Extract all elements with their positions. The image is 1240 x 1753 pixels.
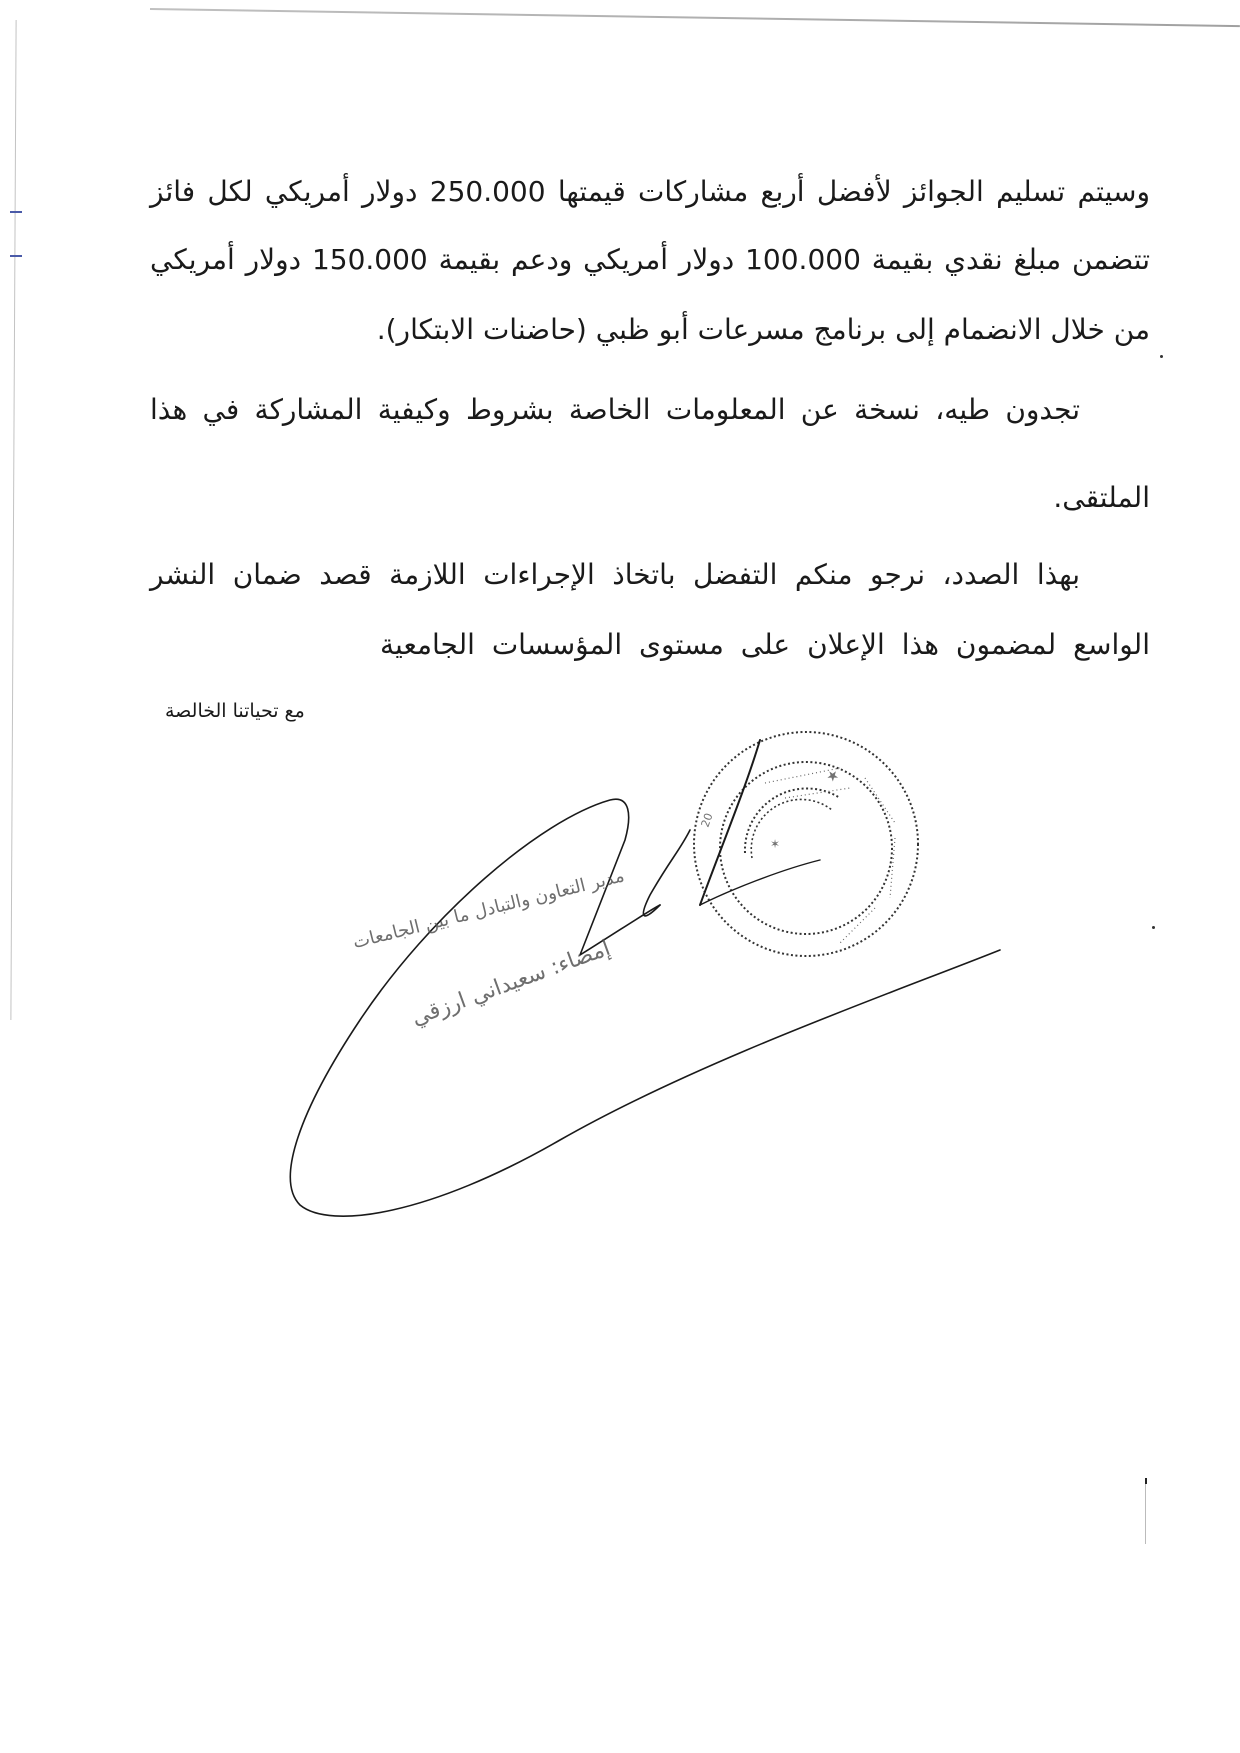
paragraph-2-line-2: الملتقى. [1053, 481, 1150, 514]
margin-tick [10, 255, 22, 257]
scan-speck [1152, 926, 1155, 929]
signatory-name: إمضاء: سعيداني ارزقي [408, 935, 614, 1031]
paragraph-1-line-3: من خلال الانضمام إلى برنامج مسرعات أبو ظبي (حاضنات الابتكار). [376, 313, 1150, 346]
svg-text:★: ★ [822, 766, 843, 787]
scan-speck [1160, 355, 1163, 358]
signatory-title: مدير التعاون والتبادل ما بين الجامعات [350, 865, 627, 954]
scan-edge-top [150, 8, 1240, 27]
official-stamp-icon [690, 728, 922, 960]
scan-mark [1145, 1484, 1146, 1544]
paragraph-2-line-1: تجدون طيه، نسخة عن المعلومات الخاصة بشروط وكيفية المشاركة في هذا [150, 393, 1080, 426]
paragraph-1-line-2: تتضمن مبلغ نقدي بقيمة 100.000 دولار أمريكي ودعم بقيمة 150.000 دولار أمريكي [150, 243, 1150, 276]
paragraph-1-line-1: وسيتم تسليم الجوائز لأفضل أربع مشاركات قيمتها 250.000 دولار أمريكي لكل فائز [150, 175, 1150, 208]
paragraph-3-line-2: الواسع لمضمون هذا الإعلان على مستوى المؤسسات الجامعية [380, 628, 1150, 661]
margin-tick [10, 211, 22, 213]
closing-salutation: مع تحياتنا الخالصة [165, 700, 305, 722]
paragraph-3-line-1: بهذا الصدد، نرجو منكم التفضل باتخاذ الإجراءات اللازمة قصد ضمان النشر [150, 558, 1080, 591]
svg-text:✶: ✶ [770, 837, 781, 851]
svg-text:20: 20 [698, 811, 716, 830]
scan-edge-left [10, 20, 16, 1020]
